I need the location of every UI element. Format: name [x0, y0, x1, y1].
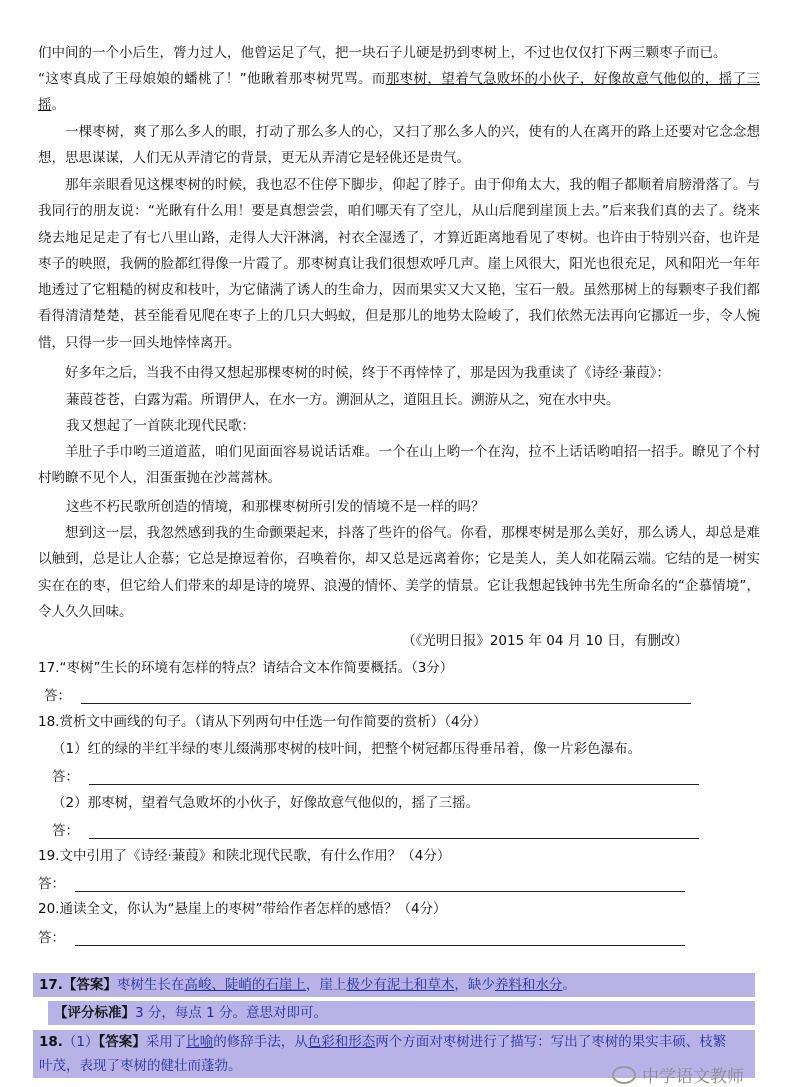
watermark-text: 中学语文教师 [642, 1067, 744, 1087]
scoring-tag: 【评分标准】 [54, 1005, 135, 1021]
answer-label: 答： [44, 688, 71, 704]
passage-paragraph: 一棵枣树，爽了那么多人的眼，打动了那么多人的心，又扫了那么多人的兴，使有的人在离开的路上还要对它念念想想，思思谋谋，人们无从弄清它的背景，更无从弄清它是轻佻还是贵气。 [38, 124, 760, 167]
underlined-sentence: 那枣树，望着气急败坏的小伙子，好像故意气他似的，摇了三摇 [38, 71, 760, 114]
answer-tag: 【答案】 [98, 1034, 146, 1050]
passage-paragraph: 这些不朽民歌所创造的情境，和那棵枣树所引发的情境不是一样的吗？ [66, 499, 485, 515]
key-point: 养料和水分 [494, 977, 563, 993]
passage-paragraph: 想到这一层，我忽然感到我的生命颤栗起来，抖落了些许的俗气。你看，那棵枣树是那么美好，那么诱人，却总是难以触到，总是让人企慕；它总是撩逗着你，召唤着你，却又总是远离着你；它是美人，美人如花隔云端。它结的是一树实实在在的枣，但它给人们带来的却是诗的境界、浪漫的情怀、美学的情景。它让我想起钱钟书先生所命名的“企慕情境”，令人久久回味。 [38, 525, 760, 620]
answer-label: 答： [38, 876, 65, 892]
text-span: 叶茂，表现了枣树的健壮而蓬勃。 [39, 1058, 242, 1074]
answer-tag: 18. [39, 1034, 63, 1050]
answer-row-20 [38, 926, 685, 946]
answer-blank-18-1[interactable] [89, 768, 699, 785]
answer-label: 答： [52, 769, 79, 785]
question-18-option-1: （1）红的绿的半红半绿的枣儿缀满那枣树的枝叶间，把整个树冠都压得垂吊着，像一片彩色瀑布。 [52, 741, 642, 757]
text-span: 。 [562, 977, 576, 993]
question-17: 17.“枣树”生长的环境有怎样的特点？请结合文本作简要概括。（3分） [38, 660, 454, 676]
folk-song-quote: 羊肚子手巾哟三道道蓝，咱们见面面容易说话话难。一个在山上哟一个在沟，拉不上话话哟咱招一招手。瞭见了个村村哟瞭不见个人，泪蛋蛋抛在沙蒿蒿林。 [38, 444, 760, 487]
text-span: 采用了 [145, 1034, 187, 1050]
question-18: 18.赏析文中画线的句子。（请从下列两句中任选一句作简要的赏析）（4分） [38, 714, 487, 730]
text-span: 的修辞手法，从 [213, 1034, 308, 1050]
answer-17 [33, 973, 755, 997]
passage-paragraph: 我又想起了一首陕北现代民歌： [66, 418, 255, 434]
passage-paragraph: 那年亲眼看见这棵枣树的时候，我也忍不住停下脚步，仰起了脖子。由于仰角太大，我的帽子都顺着肩膀滑落了。与我同行的朋友说：“光瞅有什么用！要是真想尝尝，咱们哪天有了空儿，从山后爬到崖顶上去。”后来我们真的去了。绕来绕去地足足走了有七八里山路，走得人大汗淋漓，衬衣全湿透了，才算近距离地看见了枣树。也许由于特别兴奋，也许是枣子的映照，我俩的脸都红得像一片霞了。那枣树真让我们很想欢呼几声。崖上风很大，阳光也很充足，风和阳光一年年地透过了它粗糙的树皮和枝叶，为它储满了诱人的生命力，因而果实又大又艳，宝石一般。虽然那树上的每颗枣子我们都看得清清楚楚，甚至能看见爬在枣子上的几只大蚂蚁，但是那儿的地势太险峻了，我们依然无法再向它挪近一步，令人惋惜，只得一步一回头地悻悻离开。 [38, 177, 760, 351]
answer-blank-18-2[interactable] [89, 822, 699, 839]
text-span: ，缺少 [454, 977, 495, 993]
source-citation: （《光明日报》2015 年 04 月 10 日，有删改） [402, 633, 688, 649]
watermark [612, 1062, 744, 1087]
answer-blank-19[interactable] [75, 875, 685, 892]
key-point: 极少有泥土和草木 [346, 977, 455, 993]
poem-quote: 蒹葭苍苍，白露为霜。所谓伊人，在水一方。溯洄从之，道阻且长。溯游从之，宛在水中央。 [66, 392, 620, 408]
passage-paragraph: 好多年之后，当我不由得又想起那棵枣树的时候，终于不再悻悻了，那是因为我重读了《诗经·蒹葭》： [65, 365, 671, 381]
text-span: 枣树生长在 [116, 977, 185, 993]
answer-tag: 17.【答案】 [39, 977, 117, 993]
passage-paragraph: 们中间的一个小后生，膂力过人，他曾运足了气，把一块石子儿硬是扔到枣树上，不过也仅仅打下两三颗枣子而已。 [38, 45, 727, 61]
key-point: 高峻、陡峭的石崖上 [184, 977, 306, 993]
answer-blank-17[interactable] [81, 687, 691, 704]
text-span: “这枣真成了王母娘娘的蟠桃了！”他瞅着那枣树咒骂。而 [38, 71, 386, 87]
answer-row-18-2 [52, 819, 699, 839]
answer-row-17 [44, 684, 691, 704]
key-point: 比喻 [186, 1034, 214, 1050]
answer-label: 答： [38, 930, 65, 946]
text-span: ，崖上 [305, 977, 347, 993]
wechat-icon [612, 1066, 636, 1084]
question-18-option-2: （2）那枣树，望着气急败坏的小伙子，好像故意气他似的，摇了三摇。 [52, 795, 480, 811]
answer-row-19 [38, 872, 685, 892]
passage-paragraph [38, 66, 760, 119]
scoring-text: 3 分，每点 1 分。意思对即可。 [135, 1005, 328, 1021]
question-19: 19.文中引用了《诗经·蒹葭》和陕北现代民歌，有什么作用？（4分） [38, 848, 451, 864]
question-20: 20.通读全文，你认为“悬崖上的枣树”带给作者怎样的感悟？（4分） [38, 901, 447, 917]
answer-17-scoring [48, 1001, 755, 1025]
text-span: （1） [62, 1034, 99, 1050]
answer-blank-20[interactable] [75, 929, 685, 946]
key-point: 色彩和形态 [307, 1034, 376, 1050]
answer-row-18-1 [52, 765, 699, 785]
text-span: 两个方面对枣树进行了描写：写出了枣树的果实丰硕、枝繁 [375, 1034, 727, 1050]
answer-label: 答： [52, 823, 79, 839]
text-span: 。 [51, 97, 65, 114]
